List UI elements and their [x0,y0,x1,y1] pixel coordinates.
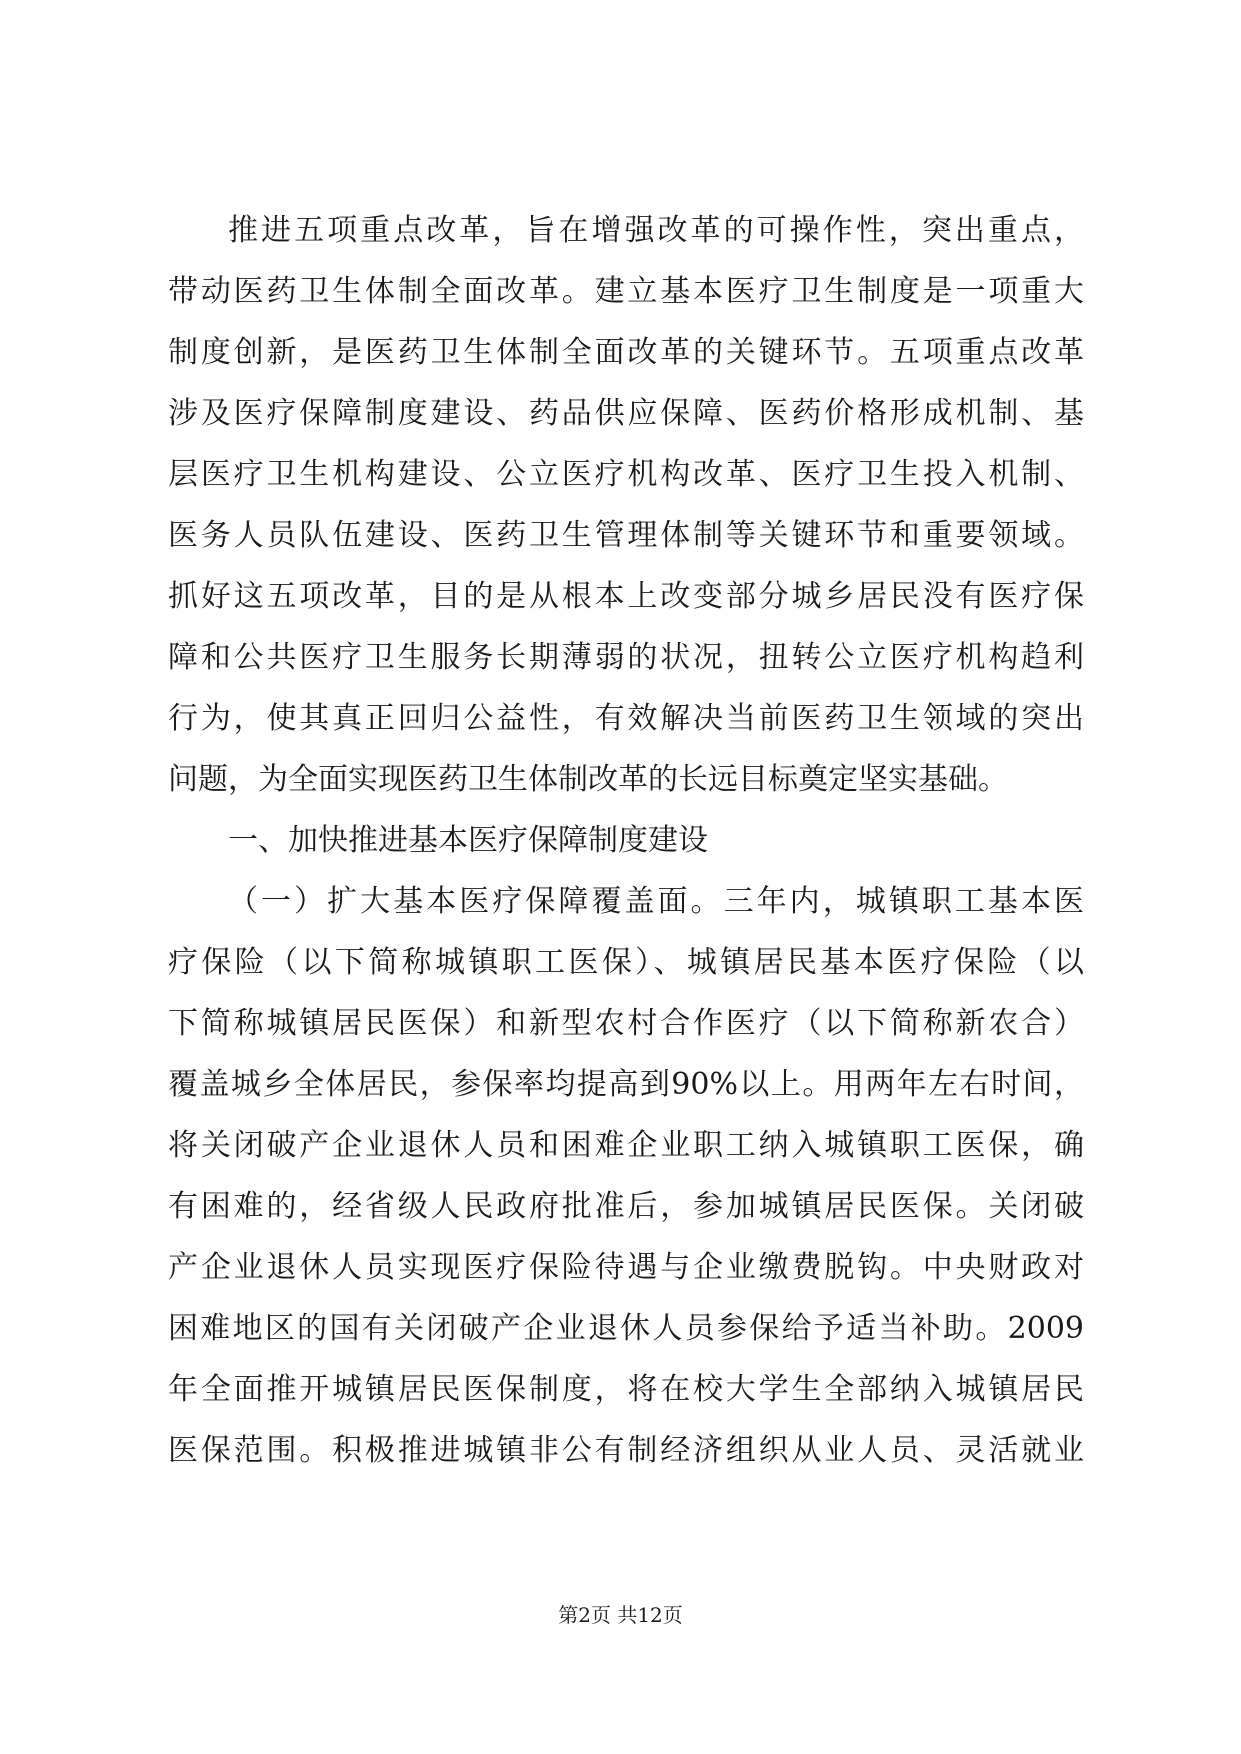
paragraph-line: 医务人员队伍建设、医药卫生管理体制等关键环节和重要领域。 [168,518,1084,553]
paragraph-line: 有困难的，经省级人民政府批准后，参加城镇居民医保。关闭破 [168,1189,1084,1224]
document-body [168,200,1084,1481]
paragraph-line: 涉及医疗保障制度建设、药品供应保障、医药价格形成机制、基 [168,396,1084,431]
paragraph-line: 下简称城镇居民医保）和新型农村合作医疗（以下简称新农合） [168,1006,1084,1041]
paragraph-line: 障和公共医疗卫生服务长期薄弱的状况，扭转公立医疗机构趋利 [168,640,1084,675]
paragraph-line: 抓好这五项改革，目的是从根本上改变部分城乡居民没有医疗保 [168,579,1084,614]
paragraph-line: 层医疗卫生机构建设、公立医疗机构改革、医疗卫生投入机制、 [168,457,1084,492]
paragraph-line: 疗保险（以下简称城镇职工医保）、城镇居民基本医疗保险（以 [168,945,1084,980]
paragraph-line: 行为，使其真正回归公益性，有效解决当前医药卫生领域的突出 [168,701,1084,736]
paragraph-line: 问题，为全面实现医药卫生体制改革的长远目标奠定坚实基础。 [168,762,1008,797]
paragraph-line: 将关闭破产企业退休人员和困难企业职工纳入城镇职工医保，确 [168,1128,1084,1163]
page-footer: 第2页 共12页 [558,1603,683,1627]
paragraph-line: 覆盖城乡全体居民，参保率均提高到90%以上。用两年左右时间， [168,1067,1084,1102]
paragraph-line: 医保范围。积极推进城镇非公有制经济组织从业人员、灵活就业 [168,1433,1084,1468]
paragraph-line: 产企业退休人员实现医疗保险待遇与企业缴费脱钩。中央财政对 [168,1250,1084,1285]
paragraph-line: 带动医药卫生体制全面改革。建立基本医疗卫生制度是一项重大 [168,274,1084,309]
paragraph-line: 推进五项重点改革，旨在增强改革的可操作性，突出重点， [228,213,1084,248]
section-heading: 一、加快推进基本医疗保障制度建设 [228,823,708,858]
paragraph-line: 制度创新，是医药卫生体制全面改革的关键环节。五项重点改革 [168,335,1084,370]
paragraph-line: 困难地区的国有关闭破产企业退休人员参保给予适当补助。2009 [168,1311,1084,1346]
paragraph-line: 年全面推开城镇居民医保制度，将在校大学生全部纳入城镇居民 [168,1372,1084,1407]
paragraph-line: （一）扩大基本医疗保障覆盖面。三年内，城镇职工基本医 [228,884,1084,919]
